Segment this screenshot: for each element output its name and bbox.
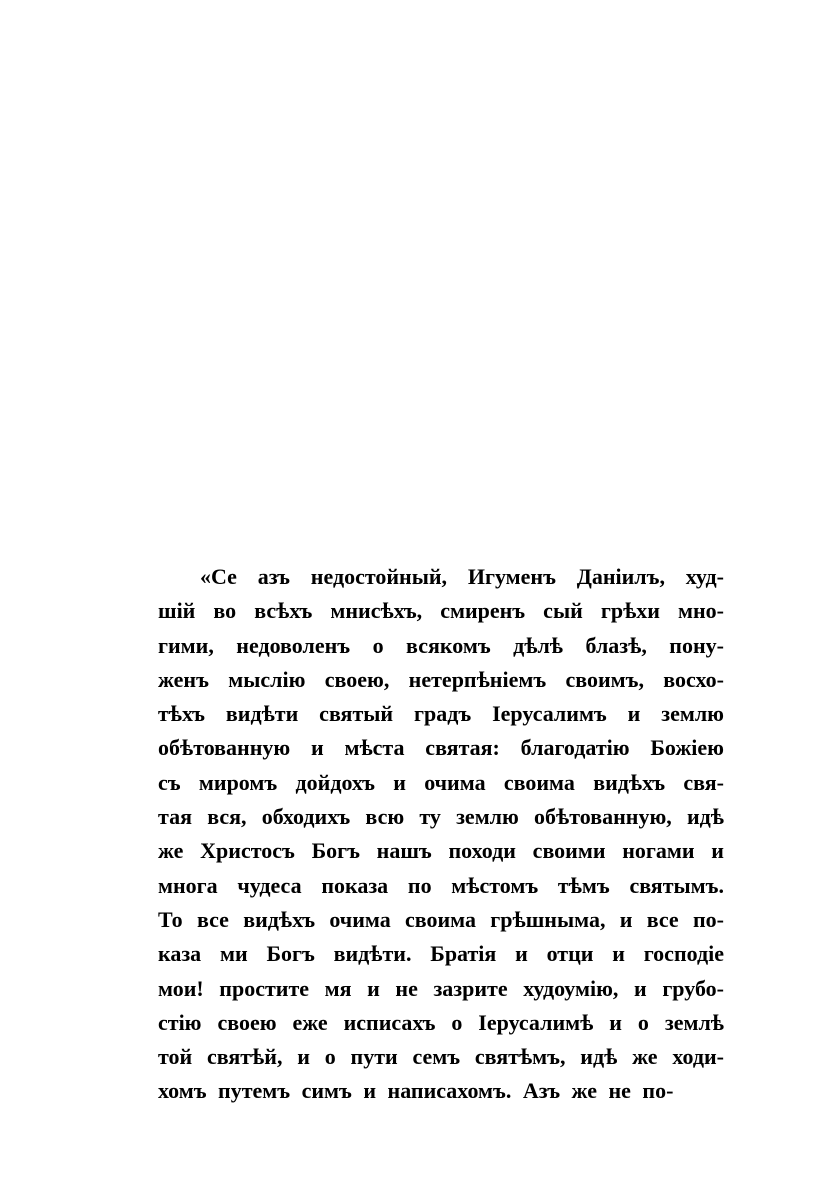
text-line: стію своею еже исписахъ о Іерусалимѣ и о землѣ (158, 1009, 724, 1035)
text-line: той святѣй, и о пути семъ святѣмъ, идѣ же ходи- (158, 1044, 724, 1070)
text-line: То все видѣхъ очима своима грѣшныма, и все по- (158, 906, 724, 932)
text-line: хомъ путемъ симъ и написахомъ. Азъ же не по- (158, 1078, 674, 1104)
text-line: женъ мыслію своею, нетерпѣніемъ своимъ, восхо- (158, 666, 724, 692)
text-line: гими, недоволенъ о всякомъ дѣлѣ блазѣ, пону- (158, 632, 724, 658)
text-line: обѣтованную и мѣста святая: благодатію Божіею (158, 735, 724, 761)
text-line: мои! простите мя и не зазрите худоумію, и грубо- (158, 975, 724, 1001)
body-paragraph (158, 560, 724, 1109)
text-line: тѣхъ видѣти святый градъ Іерусалимъ и землю (158, 701, 724, 727)
text-line: съ миромъ дойдохъ и очима своима видѣхъ свя- (158, 769, 724, 795)
text-line: «Се азъ недостойный, Игуменъ Даніилъ, худ- (200, 564, 724, 589)
text-line: тая вся, обходихъ всю ту землю обѣтованную, идѣ (158, 804, 724, 830)
text-line: каза ми Богъ видѣти. Братія и отци и господіе (158, 941, 724, 967)
text-line: шій во всѣхъ мнисѣхъ, смиренъ сый грѣхи мно- (158, 598, 724, 624)
text-line: же Христосъ Богъ нашъ походи своими ногами и (158, 838, 724, 864)
text-line: многа чудеса показа по мѣстомъ тѣмъ святымъ. (158, 872, 724, 898)
